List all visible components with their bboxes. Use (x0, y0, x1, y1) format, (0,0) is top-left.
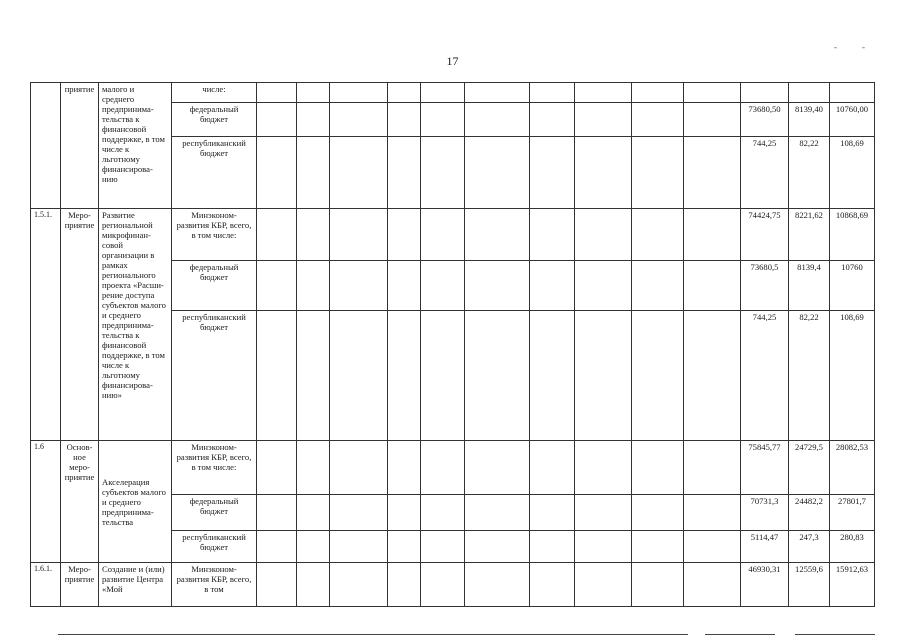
value-cell: 28082,53 (830, 441, 875, 495)
value-cell: 10868,69 (830, 209, 875, 261)
value-cell: 12559,6 (789, 563, 830, 607)
funding-source: республиканский бюджет (172, 311, 257, 441)
funding-source: федеральный бюджет (172, 261, 257, 311)
value-cell: 75845,77 (741, 441, 789, 495)
funding-source: федеральный бюджет (172, 495, 257, 531)
value-cell: 46930,31 (741, 563, 789, 607)
funding-source: Минэконом-развития КБР, всего, в том (172, 563, 257, 607)
value-cell: 744,25 (741, 311, 789, 441)
value-cell: 108,69 (830, 137, 875, 209)
table-row (31, 563, 875, 607)
value-cell: 108,69 (830, 311, 875, 441)
value-cell: 8139,40 (789, 103, 830, 137)
row-name: Акселерация субъектов малого и среднего предпринима-тельства (99, 441, 172, 563)
value-cell (741, 83, 789, 103)
row-name: Развитие региональной микрофинан-совой организации в рамках регионального проекта «Расши-рение доступа субъектов малого и среднего предпринима-тельства к финансовой поддержке, в том числе к льготному финансирова-нию» (99, 209, 172, 441)
scan-mark: - (834, 42, 837, 52)
page-bottom-rule (795, 634, 875, 635)
value-cell: 5114,47 (741, 531, 789, 563)
page-bottom-rule (58, 634, 688, 635)
page-bottom-rule (705, 634, 775, 635)
row-type: приятие (61, 83, 99, 209)
page-number: 17 (446, 54, 459, 68)
value-cell: 82,22 (789, 137, 830, 209)
table-row (31, 83, 875, 103)
row-number (31, 83, 61, 209)
value-cell (830, 83, 875, 103)
row-name: малого и среднего предпринима-тельства к финансовой поддержке, в том числе к льготному финансирова-нию (99, 83, 172, 209)
value-cell: 247,3 (789, 531, 830, 563)
value-cell: 74424,75 (741, 209, 789, 261)
row-type: Меро-приятие (61, 563, 99, 607)
row-number: 1.6 (31, 441, 61, 563)
funding-source: республиканский бюджет (172, 137, 257, 209)
row-type: Меро-приятие (61, 209, 99, 441)
funding-source: федеральный бюджет (172, 103, 257, 137)
value-cell: 8221,62 (789, 209, 830, 261)
row-number: 1.5.1. (31, 209, 61, 441)
value-cell: 744,25 (741, 137, 789, 209)
funding-source: республиканский бюджет (172, 531, 257, 563)
funding-source: Минэконом-развития КБР, всего, в том числе: (172, 441, 257, 495)
value-cell: 10760,00 (830, 103, 875, 137)
value-cell: 70731,3 (741, 495, 789, 531)
row-number: 1.6.1. (31, 563, 61, 607)
funding-source: Минэконом-развития КБР, всего, в том числе: (172, 209, 257, 261)
value-cell: 73680,5 (741, 261, 789, 311)
value-cell: 24729,5 (789, 441, 830, 495)
value-cell: 8139,4 (789, 261, 830, 311)
row-type: Основ-ное меро-приятие (61, 441, 99, 563)
value-cell: 10760 (830, 261, 875, 311)
value-cell: 24482,2 (789, 495, 830, 531)
row-name: Создание и (или) развитие Центра «Мой (99, 563, 172, 607)
table-row (31, 441, 875, 495)
value-cell: 73680,50 (741, 103, 789, 137)
value-cell: 82,22 (789, 311, 830, 441)
budget-table (30, 82, 875, 607)
scan-mark: - (862, 42, 865, 52)
funding-source: числе: (172, 83, 257, 103)
value-cell: 27801,7 (830, 495, 875, 531)
table-row (31, 209, 875, 261)
value-cell: 280,83 (830, 531, 875, 563)
value-cell (789, 83, 830, 103)
value-cell: 15912,63 (830, 563, 875, 607)
